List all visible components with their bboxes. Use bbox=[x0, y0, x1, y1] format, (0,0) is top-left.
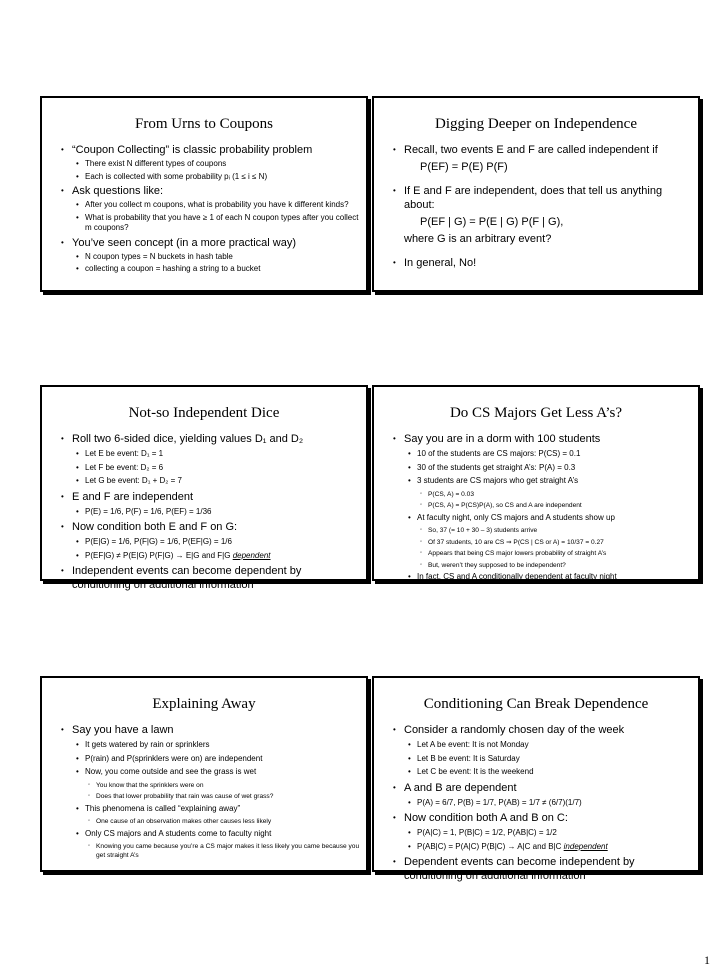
formula-line: P(EF) = P(E) P(F) bbox=[420, 161, 508, 173]
bullet-list bbox=[374, 143, 698, 270]
bullet: • Say you are in a dorm with 100 students bbox=[374, 432, 698, 446]
sub-bullet: • Let A be event: It is not Monday bbox=[374, 740, 698, 751]
slide-from-urns-to-coupons bbox=[40, 96, 368, 292]
sub-bullet: • Let F be event: D₂ = 6 bbox=[42, 463, 366, 474]
slide-title: Digging Deeper on Independence bbox=[434, 116, 637, 132]
sub-sub-bullet: ◦ So, 37 (= 10 + 30 – 3) students arrive bbox=[374, 526, 698, 535]
sub-sub-bullet: ◦ Appears that being CS major lowers probability of straight A’s bbox=[374, 549, 698, 558]
bullet-list bbox=[42, 143, 366, 275]
slide-digging-deeper bbox=[372, 96, 700, 292]
sub-bullet: • This phenomena is called “explaining away” bbox=[42, 804, 366, 815]
bullet: • Independent events can become dependent by conditioning on additional information bbox=[42, 564, 366, 592]
formula-line: P(EF | G) = P(E | G) P(F | G), bbox=[420, 216, 564, 228]
sub-bullet: • Let B be event: It is Saturday bbox=[374, 754, 698, 765]
bullet-list bbox=[42, 432, 366, 592]
slide-title: Conditioning Can Break Dependence bbox=[423, 696, 649, 712]
sub-sub-bullet: ◦ Does that lower probability that rain was cause of wet grass? bbox=[42, 792, 366, 801]
bullet: • Roll two 6-sided dice, yielding values D₁ and D₂ bbox=[42, 432, 366, 446]
sub-bullet: • There exist N different types of coupons bbox=[42, 159, 366, 170]
sub-bullet: • Only CS majors and A students come to faculty night bbox=[42, 829, 366, 840]
sub-sub-bullet: ◦ Knowing you came because you’re a CS major makes it less likely you came because you get straight A’s bbox=[42, 842, 366, 860]
text-segment: at faculty night bbox=[562, 572, 617, 581]
underlined-text: conditionally dependent bbox=[478, 572, 563, 581]
sub-bullet: • It gets watered by rain or sprinklers bbox=[42, 740, 366, 751]
bullet: • Now condition both E and F on G: bbox=[42, 520, 366, 534]
sub-bullet: • After you collect m coupons, what is probability you have k different kinds? bbox=[42, 200, 366, 211]
bullet: • Consider a randomly chosen day of the week bbox=[374, 723, 698, 737]
sub-bullet: • Let C be event: It is the weekend bbox=[374, 767, 698, 778]
sub-bullet: • At faculty night, only CS majors and A students show up bbox=[374, 513, 698, 524]
sub-bullet: • P(E|G) = 1/6, P(F|G) = 1/6, P(EF|G) = 1/6 bbox=[42, 537, 366, 548]
page-number: 1 bbox=[704, 953, 710, 967]
bullet-list bbox=[42, 723, 366, 860]
bullet: • In general, No! bbox=[374, 256, 698, 270]
sub-bullet: • 10 of the students are CS majors: P(CS) = 0.1 bbox=[374, 449, 698, 460]
sub-sub-bullet: ◦ P(CS, A) = 0.03 bbox=[374, 490, 698, 499]
sub-bullet: • Now, you come outside and see the grass is wet bbox=[42, 767, 366, 778]
slide-title: Explaining Away bbox=[152, 696, 256, 712]
sub-bullet bbox=[374, 572, 698, 583]
sub-sub-bullet: ◦ You know that the sprinklers were on bbox=[42, 781, 366, 790]
sub-bullet: • N coupon types = N buckets in hash table bbox=[42, 252, 366, 263]
slide-conditioning-break-dependence bbox=[372, 676, 700, 882]
sub-bullet: • P(A|C) = 1, P(B|C) = 1/2, P(AB|C) = 1/2 bbox=[374, 828, 698, 839]
sub-bullet: • Each is collected with some probability pᵢ (1 ≤ i ≤ N) bbox=[42, 172, 366, 183]
bullet: • Ask questions like: bbox=[42, 184, 366, 198]
text-segment: In fact, CS and A bbox=[417, 572, 479, 581]
slide-not-so-independent-dice bbox=[40, 385, 368, 591]
slide-title: Not-so Independent Dice bbox=[128, 405, 280, 421]
sub-bullet: • What is probability that you have ≥ 1 of each N coupon types after you collect m coupons? bbox=[42, 213, 366, 234]
sub-bullet: • Let E be event: D₁ = 1 bbox=[42, 449, 366, 460]
bullet: • E and F are independent bbox=[42, 490, 366, 504]
sub-bullet: • Let G be event: D₁ + D₂ = 7 bbox=[42, 476, 366, 487]
sub-bullet: • 30 of the students get straight A’s: P(A) = 0.3 bbox=[374, 463, 698, 474]
slide-title: Do CS Majors Get Less A’s? bbox=[449, 405, 623, 421]
sub-bullet: • P(E) = 1/6, P(F) = 1/6, P(EF) = 1/36 bbox=[42, 507, 366, 518]
slide-explaining-away bbox=[40, 676, 368, 872]
bullet: • Dependent events can become independent by conditioning on additional information bbox=[374, 855, 698, 883]
sub-bullet bbox=[42, 551, 366, 562]
bullet: • A and B are dependent bbox=[374, 781, 698, 795]
text-segment: P(EF|G) ≠ P(E|G) P(F|G) → E|G and F|G bbox=[85, 550, 233, 560]
sub-bullet: • 3 students are CS majors who get straight A’s bbox=[374, 476, 698, 487]
bullet: • “Coupon Collecting” is classic probability problem bbox=[42, 143, 366, 157]
sub-sub-bullet: ◦ P(CS, A) = P(CS)P(A), so CS and A are independent bbox=[374, 501, 698, 510]
bullet: • Now condition both A and B on C: bbox=[374, 811, 698, 825]
sub-bullet: • P(rain) and P(sprinklers were on) are independent bbox=[42, 754, 366, 765]
bullet-list bbox=[374, 432, 698, 583]
text-segment: P(AB|C) = P(A|C) P(B|C) → A|C and B|C bbox=[417, 841, 564, 851]
emphasis-independent: independent bbox=[563, 841, 608, 851]
bullet-list bbox=[374, 723, 698, 883]
slide-cs-majors bbox=[372, 385, 700, 581]
slide-title: From Urns to Coupons bbox=[135, 116, 273, 132]
emphasis-dependent: dependent bbox=[232, 550, 271, 560]
sub-sub-bullet: ◦ Of 37 students, 10 are CS ⇒ P(CS | CS or A) = 10/37 = 0.27 bbox=[374, 538, 698, 547]
bullet: • You’ve seen concept (in a more practical way) bbox=[42, 236, 366, 250]
bullet: • Recall, two events E and F are called independent if bbox=[374, 143, 698, 157]
sub-sub-bullet: ◦ But, weren’t they supposed to be independent? bbox=[374, 561, 698, 570]
bullet: • Say you have a lawn bbox=[42, 723, 366, 737]
sub-bullet: • P(A) = 6/7, P(B) = 1/7, P(AB) = 1/7 ≠ (6/7)(1/7) bbox=[374, 798, 698, 809]
text-line: where G is an arbitrary event? bbox=[404, 233, 552, 245]
sub-sub-bullet: ◦ One cause of an observation makes other causes less likely bbox=[42, 817, 366, 826]
bullet: • If E and F are independent, does that tell us anything about: bbox=[374, 184, 698, 212]
sub-bullet bbox=[374, 842, 698, 853]
sub-bullet: • collecting a coupon = hashing a string to a bucket bbox=[42, 264, 366, 275]
